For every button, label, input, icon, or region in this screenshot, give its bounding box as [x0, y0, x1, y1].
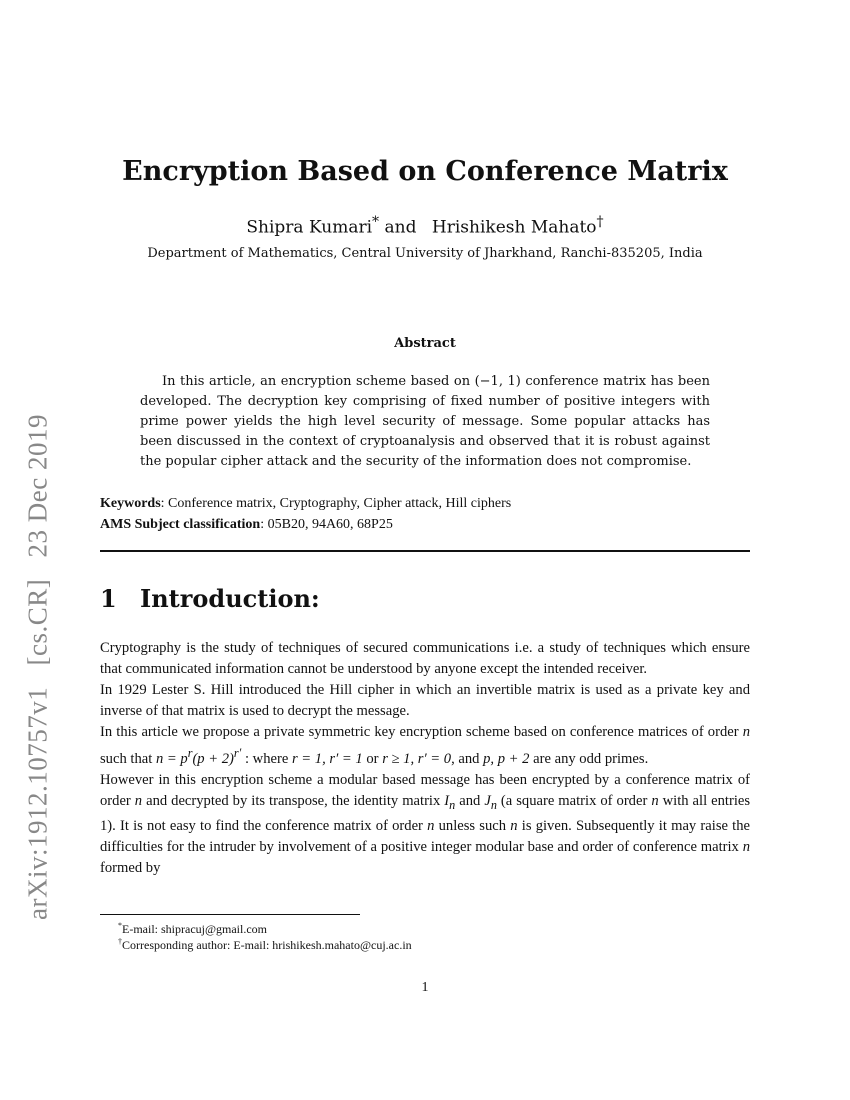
author-line — [0, 214, 850, 238]
keywords-line — [100, 496, 750, 512]
math-n: n — [742, 838, 750, 855]
ams-label: AMS Subject classification — [100, 517, 261, 532]
keywords-value: : Conference matrix, Cryptography, Cipher attack, Hill ciphers — [160, 496, 512, 511]
text-run: formed by — [100, 859, 161, 876]
math-sub-n: n — [490, 797, 497, 812]
text-run: unless such — [438, 817, 507, 834]
and-word: and — [384, 217, 417, 238]
paper-title: Encryption Based on Conference Matrix — [122, 156, 728, 187]
author-1: Shipra Kumari — [246, 217, 373, 238]
text-run: In this article we propose a private symmetric key encryption scheme based on conference matrices of order — [100, 724, 739, 740]
math-formula-base: n = p — [155, 750, 188, 767]
math-primes: p, p + 2 — [483, 750, 530, 767]
text-run: such that — [100, 750, 153, 767]
affiliation: Department of Mathematics, Central University of Jharkhand, Ranchi-835205, India — [147, 246, 703, 261]
text-run: are any odd primes. — [533, 750, 649, 767]
text-run: : where — [244, 750, 289, 767]
text-run: with all entries 1). It is not easy to find the conference matrix of order — [100, 792, 751, 834]
abstract-text: In this article, an encryption scheme based on (−1, 1) conference matrix has been developed. The decryption key comprising of fixed number of positive integers with prime power yields the high level security of message. Some popular attacks has been discussed in the context of cryptoanalysis and observed that it is robust against the popular cipher attack and the security of the information does not compromise. — [140, 374, 710, 469]
intro-paragraph-2: In 1929 Lester S. Hill introduced the Hill cipher in which an invertible matrix is used as a private key and inverse of that matrix is used to decrypt the message. — [100, 682, 750, 719]
math-n: n — [510, 817, 518, 834]
page-number: 1 — [421, 980, 429, 995]
math-formula — [155, 746, 242, 767]
footnote-2-mark: † — [118, 937, 122, 946]
text-run: , and — [451, 750, 480, 767]
math-formula-part: (p + 2) — [192, 750, 234, 767]
text-run: or — [366, 750, 379, 767]
math-identity — [444, 792, 456, 812]
intro-paragraph-3 — [100, 722, 750, 770]
math-sup-rprime: r′ — [233, 746, 242, 760]
footnote-2-text: Corresponding author: E-mail: hrishikesh.mahato@cuj.ac.in — [122, 938, 412, 952]
footnote-2 — [118, 937, 412, 953]
ams-value: : 05B20, 94A60, 68P25 — [260, 517, 393, 532]
math-condition-2: r ≥ 1, r′ = 0 — [382, 750, 452, 767]
text-run: (a square matrix of order — [500, 792, 648, 809]
math-sub-n: n — [449, 797, 456, 812]
text-run: is given. Subsequently it may raise the difficulties for the intruder by involvement of a positive integer modular base and order of conference matrix — [100, 817, 750, 855]
arxiv-category: [cs.CR] — [22, 578, 53, 666]
math-I: I — [444, 792, 450, 809]
introduction-body — [100, 638, 750, 879]
footnote-1 — [118, 921, 267, 937]
math-ones-matrix — [484, 792, 497, 812]
footnote-1-mark: * — [118, 921, 122, 930]
abstract-heading: Abstract — [394, 336, 456, 351]
intro-paragraph-1: Cryptography is the study of techniques of secured communications i.e. a study of techniques which ensure that communicated information cannot be understood by anyone except the intended receiver. — [100, 640, 750, 677]
footnote-1-text: E-mail: shipracuj@gmail.com — [122, 922, 268, 936]
keywords-label: Keywords — [100, 496, 161, 511]
section-title: Introduction: — [140, 584, 320, 613]
text-run: and decrypted by its transpose, the identity matrix — [146, 792, 441, 809]
math-J: J — [484, 792, 491, 809]
section-heading — [100, 584, 320, 613]
text-run: However in this encryption scheme a modular based message has been encrypted by a conference matrix of order — [100, 771, 750, 809]
header-rule — [100, 550, 750, 552]
math-sup-r: r — [187, 746, 193, 760]
author-1-mark: * — [372, 214, 380, 230]
math-n: n — [651, 792, 659, 809]
math-n: n — [134, 792, 143, 809]
author-2: Hrishikesh Mahato — [431, 217, 597, 238]
intro-paragraph-4 — [100, 770, 750, 879]
author-2-mark: † — [596, 214, 604, 230]
section-number: 1 — [100, 584, 117, 613]
math-n: n — [427, 817, 435, 834]
arxiv-date: 23 Dec 2019 — [22, 414, 53, 558]
footnote-rule — [100, 914, 360, 915]
math-n: n — [742, 724, 750, 740]
arxiv-id: arXiv:1912.10757v1 — [22, 686, 53, 920]
arxiv-stamp — [23, 400, 54, 920]
ams-line — [100, 517, 750, 533]
text-run: and — [459, 792, 481, 809]
math-condition-1: r = 1, r′ = 1 — [291, 750, 363, 767]
